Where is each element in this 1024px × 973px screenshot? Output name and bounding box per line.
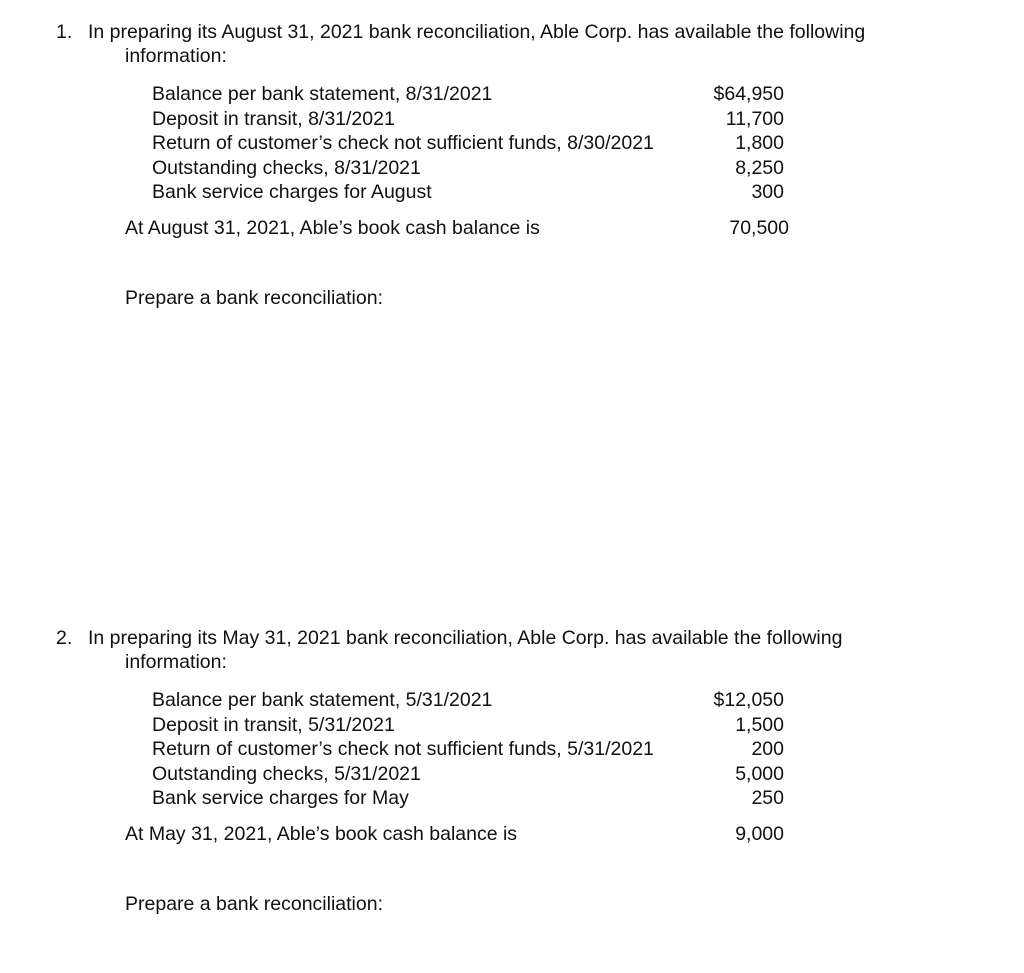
item-label: Outstanding checks, 5/31/2021 xyxy=(152,762,421,785)
problem-stem-text: In preparing its May 31, 2021 bank reconciliation, Able Corp. has available the following xyxy=(88,627,843,649)
item-label: Bank service charges for May xyxy=(152,787,409,809)
item-label: Bank service charges for August xyxy=(152,181,432,203)
list-item xyxy=(152,713,784,738)
item-amount: 5,000 xyxy=(735,762,784,785)
item-label: Balance per bank statement, 8/31/2021 xyxy=(152,83,493,105)
task-prompt: Prepare a bank reconciliation: xyxy=(125,287,383,309)
list-item xyxy=(152,107,784,132)
list-item xyxy=(152,762,784,787)
information-list xyxy=(152,688,784,811)
item-amount: 250 xyxy=(751,787,784,809)
problem-stem-continuation: information: xyxy=(125,45,227,67)
book-balance-label: At May 31, 2021, Able’s book cash balance is xyxy=(125,823,518,845)
information-list xyxy=(152,82,784,205)
item-amount: 1,800 xyxy=(735,132,784,154)
problem-stem-text: In preparing its August 31, 2021 bank reconciliation, Able Corp. has available the following xyxy=(88,21,866,43)
book-balance-row xyxy=(125,216,789,240)
item-amount: 200 xyxy=(751,738,784,760)
item-amount: 8,250 xyxy=(735,156,784,179)
item-label: Deposit in transit, 8/31/2021 xyxy=(152,107,395,130)
list-item xyxy=(152,156,784,181)
list-item xyxy=(152,180,784,205)
list-item xyxy=(152,82,784,107)
item-label: Balance per bank statement, 5/31/2021 xyxy=(152,689,493,711)
list-item xyxy=(152,737,784,762)
problem-number: 2. xyxy=(56,627,73,649)
item-amount: 11,700 xyxy=(725,107,784,130)
problem-stem xyxy=(56,20,970,44)
book-balance-row xyxy=(125,822,784,846)
book-balance-label: At August 31, 2021, Able’s book cash balance is xyxy=(125,217,540,239)
list-item xyxy=(152,786,784,811)
item-amount: 300 xyxy=(751,181,784,203)
item-amount: 1,500 xyxy=(735,713,784,736)
problem-stem xyxy=(56,626,970,650)
item-label: Return of customer’s check not sufficient funds, 8/30/2021 xyxy=(152,132,654,154)
book-balance-amount: 70,500 xyxy=(729,217,789,239)
item-label: Outstanding checks, 8/31/2021 xyxy=(152,156,421,179)
item-label: Return of customer’s check not sufficient funds, 5/31/2021 xyxy=(152,738,654,760)
book-balance-amount: 9,000 xyxy=(735,823,784,845)
problem-number: 1. xyxy=(56,21,73,43)
item-amount: $64,950 xyxy=(713,83,784,105)
task-prompt: Prepare a bank reconciliation: xyxy=(125,893,383,915)
list-item xyxy=(152,131,784,156)
item-amount: $12,050 xyxy=(713,689,784,711)
item-label: Deposit in transit, 5/31/2021 xyxy=(152,713,395,736)
list-item xyxy=(152,688,784,713)
problem-stem-continuation: information: xyxy=(125,651,227,673)
